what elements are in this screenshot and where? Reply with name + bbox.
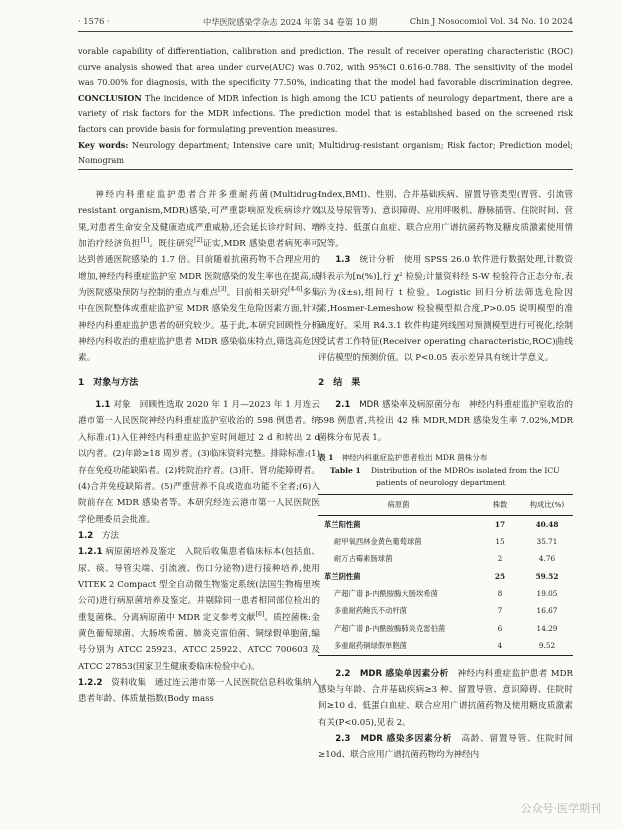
section-heading-methods: 1 对象与方法 [78, 377, 139, 388]
subsection-1-1: 1.1 对象 回顾性选取 2020 年 1 月—2023 年 1 月连云港市第一人民医院神经内科重症监护室收治的 598 例患者。纳入标准:(1)入住神经内科重症监护室时间超过 2 d 和转出 2 d 以内者。(2)年龄≥18 周岁者。(3)临床资料完整。排除标准:(1)存在免疫功能缺陷者。(2)转院治疗者。(3)肝、肾功能障碍者。(4)合并免疫缺陷者。(5)严重营养不良或造血功能不全者;(6)入院前存在 MDR 感染者等。本研究经连云港市第一人民医院医学伦理委员会批准。 [78, 400, 320, 525]
subsection-1-2-2: 1.2.2 资料收集 通过连云港市第一人民医院信息科收集纳入患者年龄、体质量指数(Body mass [78, 677, 320, 705]
table-row: 多重耐药铜绿假单胞菌 4 9.52 [318, 637, 573, 655]
table-caption-cn: 表 1 神经内科重症监护患者检出 MDR 菌株分布 [318, 453, 488, 463]
journal-title-en: Chin J Nosocomiol Vol. 34 No. 10 2024 [409, 16, 573, 26]
subsection-1-2: 1.2 方法 [78, 530, 120, 541]
page-number: · 1576 · [78, 16, 110, 26]
subsection-1-2-1: 1.2.1 病原菌培养及鉴定 入院后收集患者临床标本(包括血、尿、痰、导管尖端、引流液、伤口分泌物)进行接种培养,使用 VITEK 2 Compact 型全自动微生物鉴定系统(法国生物梅里埃公司)进行病原菌培养及鉴定。并剔除同一患者相同部位检出的重复菌株。分离病原菌中 MDR 定义参考文献[6]。质控菌株:金黄色葡萄球菌、大肠埃希菌、肺炎克雷伯菌、铜绿假单胞菌,编号分别为 ATCC 25923、ATCC 25922、ATCC 700603 及 ATCC 27853(国家卫生健康委临床检验中心)。 [78, 547, 320, 672]
table-caption-en: Table 1 Distribution of the MDROs isolated from the ICU patients of neurology department [330, 465, 560, 488]
table-row: 多重耐药鲍氏不动杆菌 7 16.67 [334, 606, 558, 616]
table-row: 产超广谱 β-内酰胺酶大肠埃希菌 8 19.05 [334, 588, 558, 598]
header-rule [78, 31, 573, 32]
subsection-1-3: 1.3 统计分析 使用 SPSS 26.0 软件进行数据处理,计数资料表示为[n(%)],行 χ² 检验;计量资料经 S-W 检验符合正态分布,表示为(x̄±s),组间行 t 检验。Logistic 回归分析法筛选危险因素,Hosmer-Lemeshow 检验模型拟合度,P>0.05 说明模型的准确度好。采用 R4.3.1 软件构建列线图对预测模型进行可视化,绘制受试者工作特征(Receiver operating characteristic,ROC)曲线评估模型的预测价值。以 P<0.05 表示差异具有统计学意义。 [318, 255, 573, 364]
journal-title-cn: 中华医院感染学杂志 2024 年第 34 卷第 10 期 [203, 17, 378, 27]
right-column [318, 187, 573, 764]
table-header-percent: 构成比(%) [521, 494, 573, 515]
subsection-2-3: 2.3 MDR 感染多因素分析 高龄、留置导管、住院时间≥10d、联合应用广谱抗菌药物均为神经内 [318, 734, 573, 761]
watermark: 公众号·医学期刊 [520, 802, 601, 815]
table-row: 产超广谱 β-内酰胺酶肺炎克雷伯菌 6 14.29 [334, 623, 558, 633]
table-header-row [318, 494, 573, 515]
subsection-2-2: 2.2 MDR 感染单因素分析 神经内科重症监护患者 MDR 感染与年龄、合并基础疾病≥3 种、留置导管、意识障碍、住院时间≥10 d、低蛋白血症、联合应用广谱抗菌药物及使用糖皮质激素有关(P<0.05),见表 2。 [318, 668, 573, 728]
section-heading-results: 2 结 果 [318, 377, 361, 388]
abstract-rule [78, 169, 573, 170]
continued-paragraph: Index,BMI)、性别、合并基础疾病、留置导管类型(胃管、引流管以及导尿管等)、意识障碍、应用呼吸机、静脉插管、住院时间、营养支持、低蛋白血症、联合应用广谱抗菌药物及糖皮质激素使用情况等。 [318, 190, 573, 250]
conclusion-label: CONCLUSION [78, 92, 142, 103]
left-column [78, 187, 320, 708]
running-header [78, 16, 573, 30]
table-header-pathogen: 病原菌 [318, 494, 479, 515]
table-row: 耐万古霉素肠球菌 2 4.76 [334, 554, 556, 564]
abstract-block [78, 44, 573, 169]
table-row: 耐甲氧西林金黄色葡萄球菌 15 35.71 [334, 536, 558, 546]
mdr-distribution-table [318, 494, 573, 656]
intro-paragraph: 神经内科重症监护患者合并多重耐药菌(Multidrug-resistant organism,MDR)感染,可严重影响原发疾病诊疗效果,对患者生命安全及健康造成严重威胁,还会延长诊疗时间、增加治疗经济负担[1]。既往研究[2]证实,MDR 感染患者病死率可达到普通医院感染的 1.7 倍。目前随着抗菌药物不合理应用的增加,神经内科重症监护室 MDR 医院感染的发生率也在提高,成为医院感染预防与控制的重点与难点[3]。目前相关研究[4-6]多集中在医院整体或重症监护室 MDR 感染发生危险因素方面,针对神经内科重症监护患者的研究较少。基于此,本研究回顾性分析神经内科收治的重症监护患者 MDR 感染临床特点,筛选高危因素。 [78, 190, 320, 364]
abstract-results: vorable capability of differentiation, calibration and prediction. The result of receiver operating characteristic (ROC) curve analysis showed that area under curve(AUC) was 0.702, with 95%CI 0.616-0.788. The sensitivity of the model was 70.00% for diagnosis, with the specificity 77.50%, indicating that the model had favorable discrimination degree. [78, 46, 573, 88]
conclusion-text: The incidence of MDR infection is high among the ICU patients of neurology department, there are a variety of risk factors for the MDR infections. The prediction model that is established based on the screened risk factors can provide basis for formulating prevention measures. [78, 92, 574, 134]
table-header-count: 株数 [479, 494, 521, 515]
subsection-2-1: 2.1 MDR 感染率及病原菌分布 神经内科重症监护室收治的 598 例患者,共检出 42 株 MDR,MDR 感染发生率 7.02%,MDR 菌株分布见表 1。 [318, 400, 573, 443]
keywords-text: Neurology department; Intensive care unit; Multidrug-resistant organism; Risk factor; Prediction model; Nomogram [78, 139, 573, 166]
keywords-label: Key words: [78, 139, 129, 150]
table-row: 革兰阴性菌 25 59.52 [324, 571, 559, 581]
table-row: 革兰阳性菌 17 40.48 [324, 519, 559, 529]
